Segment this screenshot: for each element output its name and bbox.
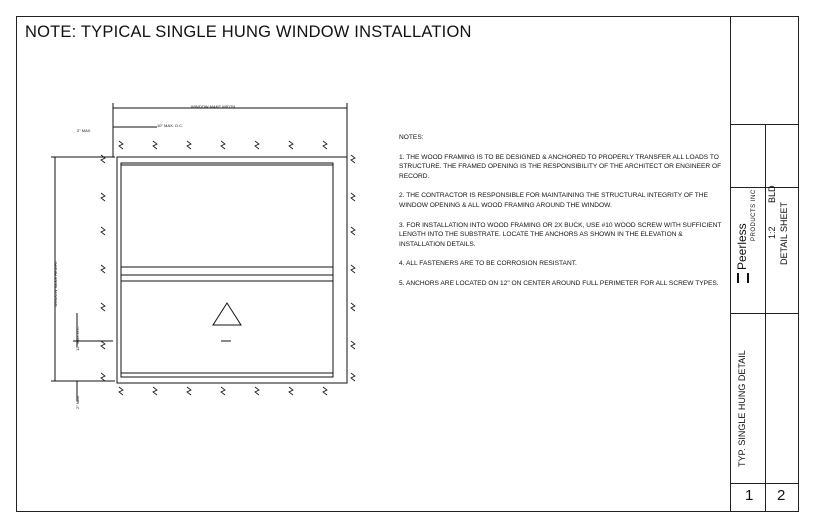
note-5: 5. ANCHORS ARE LOCATED ON 12" ON CENTER AROUND FULL PERIMETER FOR ALL SCREW TYPES. <box>399 279 719 287</box>
sheet-number-left: 1 <box>745 487 754 504</box>
anchor-left <box>101 193 105 201</box>
window-elevation-drawing <box>17 17 397 437</box>
anchor-top <box>153 141 157 149</box>
detail-title: TYP. SINGLE HUNG DETAIL <box>737 350 747 467</box>
window-inner-frame <box>121 163 333 377</box>
build-value: BLD <box>767 185 777 203</box>
title-block <box>730 17 799 511</box>
anchor-top <box>221 141 225 149</box>
anchor-left <box>101 303 105 311</box>
bottom-max-label: 2" MAX <box>75 395 80 409</box>
side-max-label: 12" MAX O.C. <box>75 326 80 351</box>
anchor-left <box>101 373 105 381</box>
anchor-bottom <box>119 387 123 395</box>
anchor-left <box>101 155 105 163</box>
width-dimension-label: WINDOW MAKE WIDTH <box>191 104 236 109</box>
anchor-top <box>119 141 123 149</box>
anchor-bottom <box>187 387 191 395</box>
anchor-right <box>351 373 355 381</box>
anchor-set <box>101 141 355 395</box>
company-logo <box>735 223 749 283</box>
company-name: Peerless <box>735 223 749 270</box>
note-3: 3. FOR INSTALLATION INTO WOOD FRAMING OR 2X BUCK, USE #10 WOOD SCREW WITH SUFFICIENT LENGTH INTO THE SUBSTRATE. LOCATE THE ANCHORS AS SHOWN IN THE ELEVATION & INSTALLATION DETAILS. <box>399 221 722 248</box>
note-1: 1. THE WOOD FRAMING IS TO BE DESIGNED & ANCHORED TO PROPERLY TRANSFER ALL LOADS TO STRUCTURE. THE FRAMED OPENING IS THE RESPONSIBILITY OF THE ARCHITECT OR ENGINEER OF RECORD. <box>399 153 722 180</box>
anchor-top <box>323 141 327 149</box>
notes-block <box>399 133 729 299</box>
page-title: NOTE: TYPICAL SINGLE HUNG WINDOW INSTALLATION <box>25 23 472 41</box>
sheet-label: DETAIL SHEET <box>779 201 789 265</box>
anchor-left <box>101 227 105 235</box>
anchor-right <box>351 341 355 349</box>
top-max-left-label: 2" MAX <box>77 128 91 133</box>
window-outer-frame <box>117 157 347 383</box>
anchor-right <box>351 265 355 273</box>
anchor-left <box>101 265 105 273</box>
anchor-bottom <box>323 387 327 395</box>
company-sub: PRODUCTS INC <box>751 189 757 241</box>
note-4: 4. ALL FASTENERS ARE TO BE CORROSION RESISTANT. <box>399 260 577 268</box>
sheet-number-right: 2 <box>777 487 786 504</box>
anchor-left <box>101 341 105 349</box>
anchor-right <box>351 155 355 163</box>
drawing-sheet <box>16 16 799 512</box>
scale-value: 1:2 <box>767 226 777 239</box>
anchor-bottom <box>153 387 157 395</box>
anchor-bottom <box>221 387 225 395</box>
anchor-top <box>255 141 259 149</box>
anchor-right <box>351 227 355 235</box>
anchor-right <box>351 193 355 201</box>
note-2: 2. THE CONTRACTOR IS RESPONSIBLE FOR MAINTAINING THE STRUCTURAL INTEGRITY OF THE WINDOW OPENING & ALL WOOD FRAMING AROUND THE WINDOW. <box>399 192 708 209</box>
anchor-top <box>187 141 191 149</box>
anchor-top <box>289 141 293 149</box>
anchor-right <box>351 303 355 311</box>
top-max-right-label: 10" MAX. O.C. <box>157 123 184 128</box>
anchor-bottom <box>255 387 259 395</box>
sash-direction-triangle <box>213 303 241 325</box>
anchor-bottom <box>289 387 293 395</box>
notes-heading: NOTES: <box>399 134 424 141</box>
height-dimension-label: WINDOW MAKE HEIGHT <box>53 260 58 307</box>
